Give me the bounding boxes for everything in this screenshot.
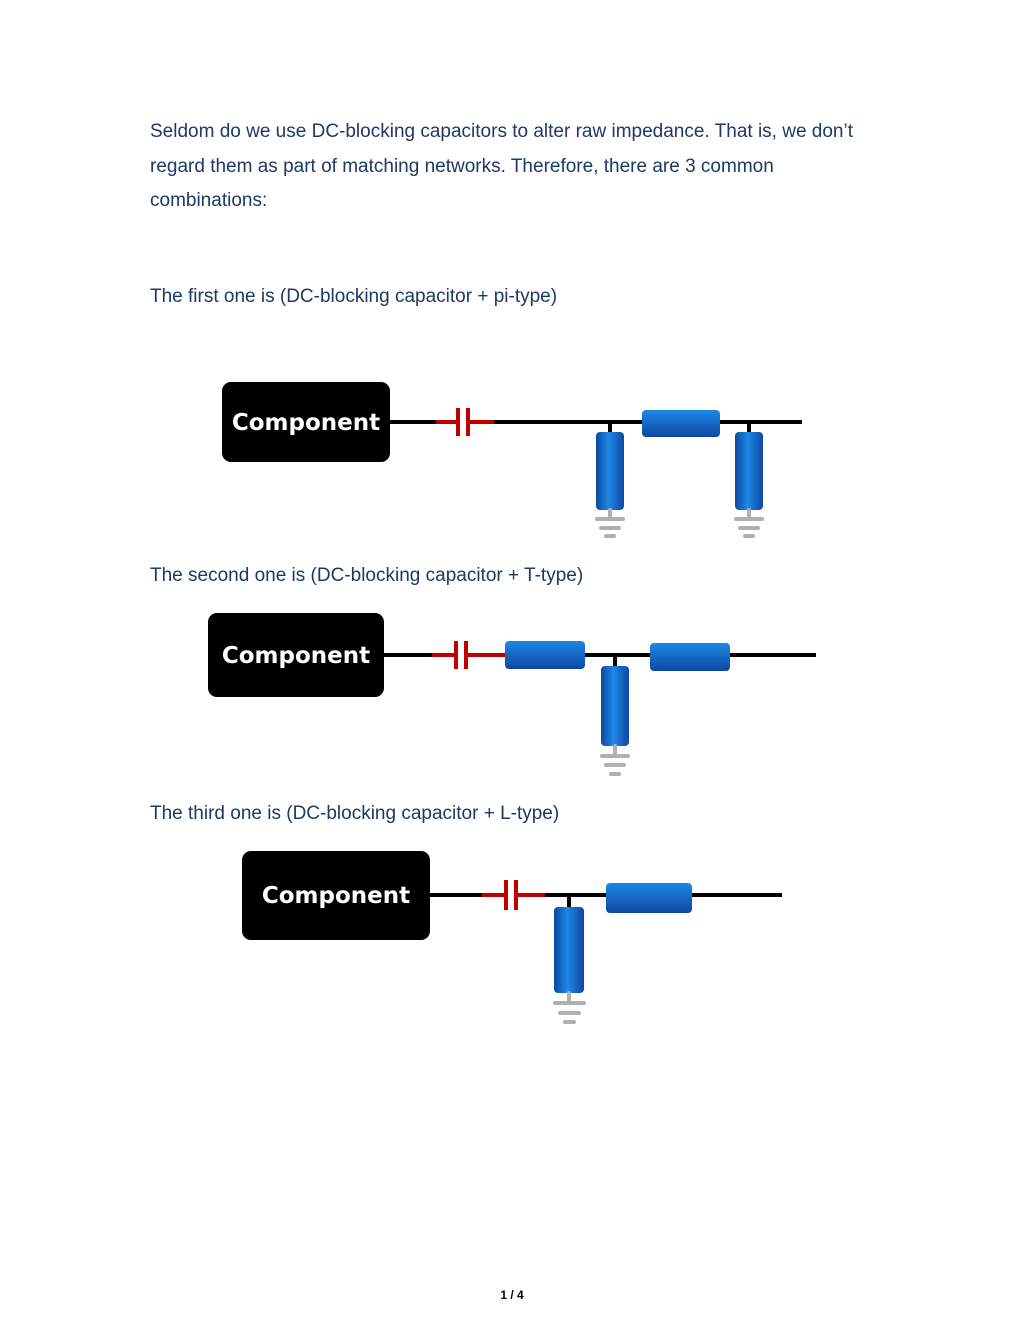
series-element-1 bbox=[505, 641, 585, 669]
capacitor-icon bbox=[482, 880, 545, 910]
page-number: 1 / 4 bbox=[500, 1288, 524, 1302]
ground-icon bbox=[736, 510, 762, 536]
t-type-circuit-diagram bbox=[0, 605, 1024, 785]
component-label: Component bbox=[261, 883, 411, 909]
figure-3-caption: The third one is (DC-blocking capacitor + L-type) bbox=[150, 803, 560, 824]
series-element-2 bbox=[650, 643, 730, 671]
shunt-element-1 bbox=[596, 432, 624, 510]
component-label: Component bbox=[231, 410, 381, 436]
ground-icon bbox=[597, 510, 623, 536]
figure-2-caption: The second one is (DC-blocking capacitor + T-type) bbox=[150, 565, 584, 586]
pi-type-circuit-diagram bbox=[0, 370, 1024, 550]
capacitor-icon bbox=[436, 408, 494, 436]
component-block bbox=[222, 382, 390, 462]
ground-icon bbox=[602, 746, 628, 774]
component-block bbox=[208, 613, 384, 697]
ground-icon bbox=[555, 993, 584, 1022]
component-block bbox=[242, 851, 430, 940]
shunt-element bbox=[554, 907, 584, 993]
capacitor-icon bbox=[432, 641, 505, 669]
l-type-circuit-diagram bbox=[0, 845, 1024, 1035]
shunt-element bbox=[601, 666, 629, 746]
component-label: Component bbox=[221, 643, 371, 669]
series-element bbox=[642, 410, 720, 437]
shunt-element-2 bbox=[735, 432, 763, 510]
figure-1-caption: The first one is (DC-blocking capacitor + pi-type) bbox=[150, 286, 558, 307]
series-element bbox=[606, 883, 692, 913]
intro-paragraph: Seldom do we use DC-blocking capacitors to alter raw impedance. That is, we don’t regard them as part of matching networks. Therefore, there are 3 common combinations: bbox=[150, 121, 853, 211]
